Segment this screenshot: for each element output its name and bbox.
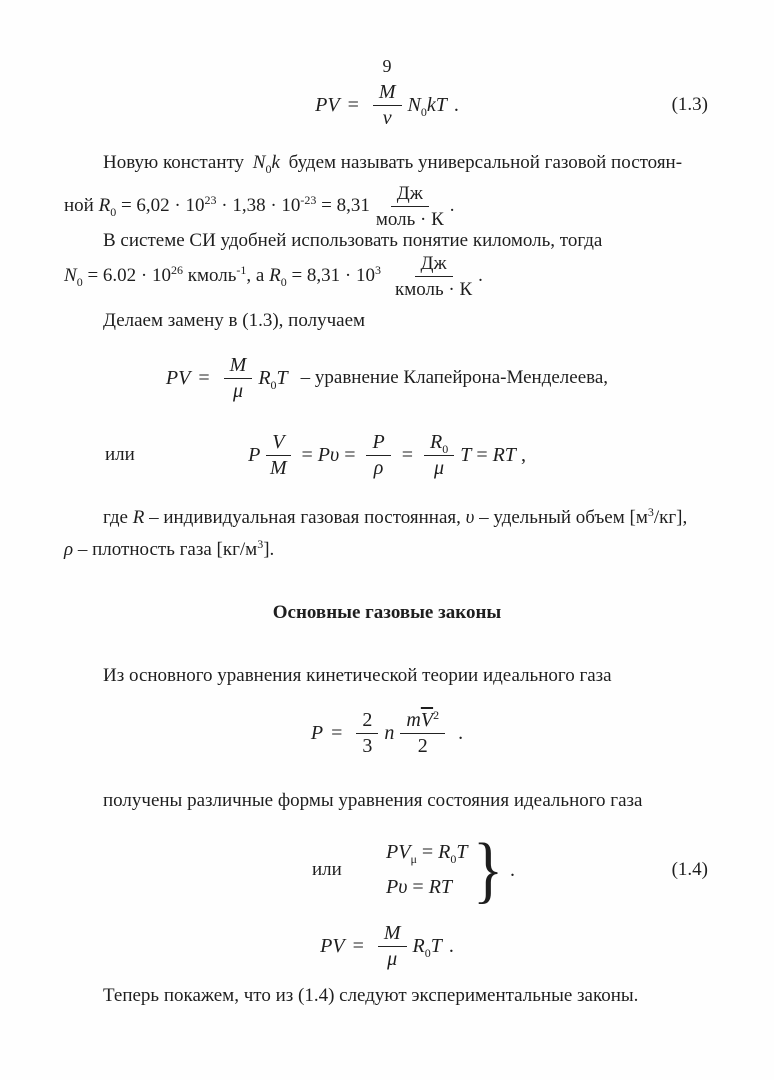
- equals-sign: =: [412, 876, 424, 898]
- text: , а: [246, 265, 270, 286]
- comma: ,: [520, 444, 526, 466]
- fraction-numerator: 2: [356, 709, 378, 734]
- math-var-r: R: [258, 367, 271, 389]
- fraction-numerator: [424, 431, 454, 456]
- equals-sign: =: [401, 444, 413, 466]
- system-line-1: [386, 835, 468, 870]
- math-var-p: P: [310, 722, 324, 744]
- math-var-t: T: [430, 935, 442, 957]
- fraction-denominator: μ: [232, 379, 243, 402]
- equals-sign: =: [421, 841, 434, 863]
- math-var-t: T: [460, 444, 472, 466]
- fraction-denominator: моль · К: [375, 208, 444, 230]
- subscript: μ: [410, 852, 417, 866]
- math-var-upsilon: υ: [465, 507, 475, 528]
- text-run: Новую константу: [103, 152, 245, 173]
- subscript: 0: [424, 946, 431, 960]
- period: .: [510, 859, 516, 881]
- equals-sign: =: [198, 367, 210, 389]
- equation-tag-1-4: (1.4): [671, 859, 708, 880]
- math-var-p: P: [386, 876, 399, 898]
- superscript: 26: [170, 263, 183, 277]
- math-var-rho: ρ: [64, 539, 74, 560]
- paragraph-conclusion: Теперь покажем, что из (1.4) следуют экспериментальные законы.: [103, 985, 639, 1006]
- equals-sign: =: [331, 722, 343, 744]
- equation-1-3: [0, 72, 774, 138]
- fraction-numerator: V: [266, 431, 290, 456]
- math-run: [315, 93, 367, 117]
- text: = 8,31 · 10: [286, 265, 375, 286]
- math-var-t: T: [276, 367, 288, 389]
- paragraph-definitions-line-2: [64, 538, 734, 562]
- math-run: [413, 934, 454, 958]
- math-var-n: n: [384, 722, 395, 744]
- fraction-denominator: μ: [434, 456, 445, 479]
- text: – удельный объем [м: [474, 507, 648, 528]
- text: – индивидуальная газовая постоянная,: [144, 507, 466, 528]
- text: /кг],: [653, 507, 688, 528]
- fraction-m-over-nu: [373, 81, 402, 130]
- fraction-r0-over-mu: [424, 431, 454, 480]
- equals-sign: =: [347, 94, 359, 116]
- fraction-denominator: ρ: [373, 456, 384, 479]
- system-brace: }: [472, 828, 503, 911]
- math-var-rt: RT: [428, 876, 453, 898]
- math-run: [297, 443, 361, 467]
- superscript: 3: [374, 263, 381, 277]
- math-run: [460, 443, 526, 467]
- math-var-rt: RT: [492, 444, 516, 466]
- paragraph-definitions-line-1: [64, 506, 734, 530]
- math-var-n: N: [407, 94, 421, 116]
- subscript: 0: [450, 852, 457, 866]
- text: ной: [64, 195, 99, 216]
- subscript: 0: [270, 378, 277, 392]
- superscript: 2: [433, 707, 440, 722]
- text: кмоль: [182, 265, 237, 286]
- subscript: 0: [420, 105, 427, 119]
- math-var-pu: Pυ: [317, 444, 340, 466]
- fraction-m-over-mu: [224, 354, 253, 403]
- subscript: 0: [110, 205, 117, 219]
- fraction-denominator: M: [270, 456, 287, 479]
- math-var-m: m: [406, 708, 421, 731]
- math-run: [248, 443, 260, 467]
- paragraph-substitution: Делаем замену в (1.3), получаем: [103, 310, 366, 331]
- subscript: 0: [265, 162, 272, 176]
- math-var-r: R: [98, 195, 111, 216]
- math-run: [311, 721, 351, 745]
- equals-sign: =: [301, 444, 313, 466]
- math-var-r: R: [269, 265, 281, 286]
- period: .: [458, 722, 464, 744]
- fraction-v-over-m: [266, 431, 290, 480]
- text: – плотность газа [кг/м: [73, 539, 258, 560]
- equation-label-or: или: [105, 444, 135, 465]
- equation-specific-forms: [0, 420, 774, 490]
- fraction-numerator: M: [373, 81, 402, 106]
- fraction-denominator: ν: [382, 106, 392, 129]
- math-var-v-mean: $\overline{V}$: [420, 708, 434, 731]
- fraction-numerator: P: [366, 431, 390, 456]
- math-run: [320, 934, 372, 958]
- superscript: 3: [257, 537, 264, 551]
- superscript: -23: [300, 193, 317, 207]
- math-var-r: R: [438, 841, 451, 863]
- fraction-numerator: Дж: [415, 252, 453, 277]
- subscript: 0: [76, 275, 83, 289]
- math-var-pv: PV: [386, 841, 411, 863]
- system-line-2: [386, 870, 468, 905]
- math-row: [0, 420, 774, 490]
- page-number: 9: [382, 56, 392, 76]
- fraction-j-per-mol-k: [376, 182, 444, 231]
- superscript: -1: [236, 263, 247, 277]
- text: где: [103, 507, 133, 528]
- fraction-denominator: кмоль · К: [394, 278, 473, 300]
- paragraph-si-line-1: В системе СИ удобней использовать понятие киломоль, тогда: [103, 230, 603, 251]
- math-var-kt: kT: [426, 94, 447, 116]
- period: .: [453, 94, 459, 116]
- period: .: [448, 935, 454, 957]
- text: ].: [263, 539, 275, 560]
- math-var-pv: PV: [165, 367, 191, 389]
- text-run: [64, 264, 381, 288]
- text-run: [64, 194, 370, 218]
- fraction-mv2-over-2: [400, 709, 445, 758]
- equation-kinetic-pressure: [0, 697, 774, 769]
- math-var-p: P: [248, 444, 261, 466]
- fraction-j-per-kmol-k: [395, 252, 472, 301]
- fraction-p-over-rho: [366, 431, 390, 480]
- text: · 1,38 · 10: [216, 195, 301, 216]
- math-var-t: T: [456, 841, 468, 863]
- math-var-pv: PV: [320, 935, 345, 957]
- math-var-k: k: [271, 152, 280, 173]
- fraction-numerator: Дж: [391, 182, 429, 207]
- equation-clapeyron-mendeleev: [0, 343, 774, 413]
- fraction-denominator: μ: [387, 947, 398, 970]
- math-var-n: N: [64, 265, 77, 286]
- equation-caption: – уравнение Клапейрона-Менделеева,: [300, 367, 609, 388]
- period: .: [449, 195, 455, 216]
- fraction-2-over-3: [356, 709, 378, 758]
- equals-sign: =: [476, 444, 488, 466]
- equation-system-1-4: [0, 828, 774, 912]
- text: = 8,31: [316, 195, 370, 216]
- paragraph-constant-line-2: [64, 180, 455, 232]
- paragraph-forms-intro: получены различные формы уравнения состояния идеального газа: [103, 790, 643, 811]
- equation-tag-1-3: (1.3): [671, 94, 708, 115]
- subscript: 0: [280, 275, 287, 289]
- system-body: [386, 828, 515, 912]
- fraction-denominator: 2: [417, 734, 428, 757]
- equation-label-or: или: [312, 859, 342, 880]
- system-column: [386, 835, 468, 905]
- equals-sign: =: [344, 444, 356, 466]
- fraction-numerator: M: [224, 354, 253, 379]
- section-heading: Основные газовые законы: [272, 602, 502, 623]
- paragraph-constant-line-1: [64, 151, 734, 175]
- math-var-pv: PV: [315, 94, 340, 116]
- paragraph-si-line-2: [64, 249, 483, 303]
- fraction-m-over-mu: [378, 922, 407, 971]
- math-var-upsilon: υ: [398, 876, 408, 898]
- math-var-r: R: [412, 935, 425, 957]
- fraction-numerator: M: [378, 922, 407, 947]
- subscript: 0: [442, 441, 449, 456]
- superscript: 3: [647, 505, 654, 519]
- math-run: [258, 366, 287, 390]
- superscript: 23: [204, 193, 217, 207]
- fraction-numerator: [400, 709, 445, 734]
- equation-pv-final: [0, 912, 774, 980]
- math-var-n: N: [252, 152, 266, 173]
- text: = 6.02 · 10: [82, 265, 171, 286]
- math-run: [252, 152, 280, 176]
- equals-sign: =: [352, 935, 364, 957]
- text: = 6,02 · 10: [116, 195, 205, 216]
- math-var-r: R: [132, 507, 145, 528]
- math-var-r: R: [429, 430, 443, 453]
- text-run: будем называть универсальной газовой постоян-: [288, 152, 683, 173]
- period: .: [478, 265, 483, 286]
- fraction-denominator: 3: [362, 734, 373, 757]
- math-run: [397, 443, 418, 467]
- math-run: [166, 366, 218, 390]
- paragraph-kinetic-intro: Из основного уравнения кинетической теории идеального газа: [103, 665, 612, 686]
- math-run: [408, 93, 459, 117]
